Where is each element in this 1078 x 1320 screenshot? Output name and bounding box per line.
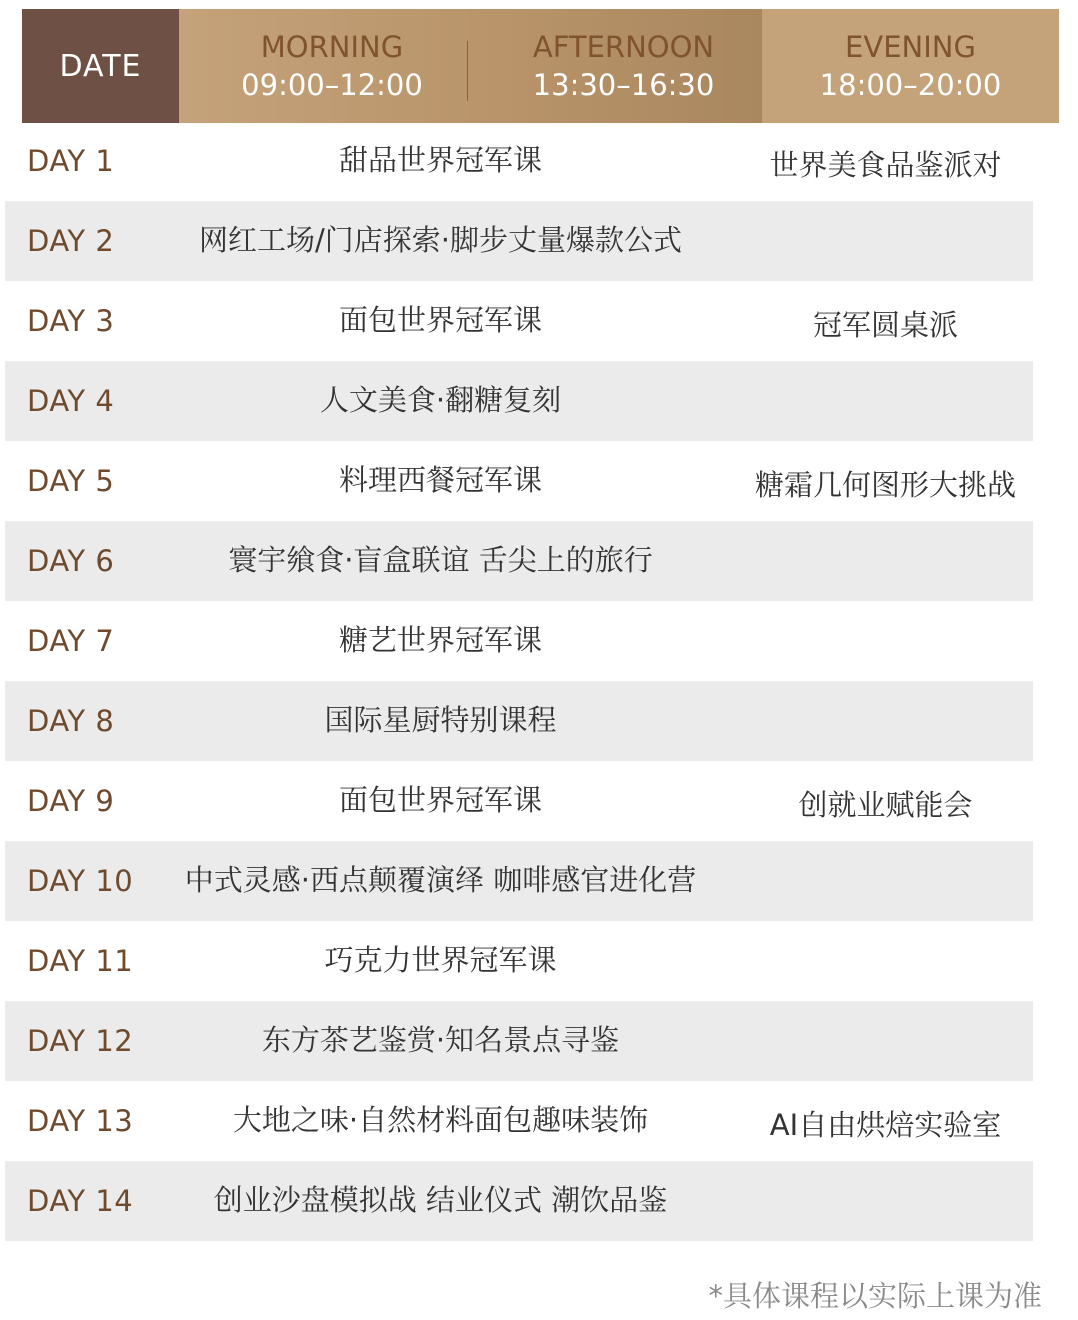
header-evening-band xyxy=(762,9,1059,123)
table-row xyxy=(5,521,1033,601)
daytime-activity: 大地之味·自然材料面包趣味装饰 xyxy=(232,1103,649,1137)
day-label: DAY 2 xyxy=(27,224,115,258)
day-label: DAY 13 xyxy=(27,1104,134,1138)
header-morning xyxy=(179,9,485,123)
table-row xyxy=(5,921,1033,1001)
evening-activity: 冠军圆桌派 xyxy=(812,308,958,342)
day-label: DAY 5 xyxy=(27,464,115,498)
evening-activity xyxy=(738,845,1033,925)
table-row xyxy=(5,121,1033,201)
header-morning-time: 09:00–12:00 xyxy=(241,68,423,102)
day-label: DAY 10 xyxy=(27,864,134,898)
evening-activity xyxy=(738,1005,1033,1085)
table-row xyxy=(5,601,1033,681)
daytime-activity: 国际星厨特别课程 xyxy=(324,703,557,737)
table-row xyxy=(5,281,1033,361)
daytime-activity: 东方茶艺鉴赏·知名景点寻鉴 xyxy=(261,1023,620,1057)
daytime-activity: 创业沙盘模拟战 结业仪式 潮饮品鉴 xyxy=(213,1183,668,1217)
table-row xyxy=(5,1001,1033,1081)
day-label: DAY 9 xyxy=(27,784,115,818)
evening-activity xyxy=(738,525,1033,605)
evening-activity: 糖霜几何图形大挑战 xyxy=(754,468,1016,502)
evening-activity xyxy=(738,365,1033,445)
daytime-activity: 中式灵感·西点颠覆演绎 咖啡感官进化营 xyxy=(184,863,697,897)
day-label: DAY 14 xyxy=(27,1184,134,1218)
header-afternoon xyxy=(485,9,762,123)
table-row xyxy=(5,1081,1033,1161)
daytime-activity: 寰宇飨食·盲盒联谊 舌尖上的旅行 xyxy=(228,543,653,577)
day-label: DAY 3 xyxy=(27,304,115,338)
table-row xyxy=(5,761,1033,841)
day-label: DAY 8 xyxy=(27,704,115,738)
header-evening-label: EVENING xyxy=(845,30,976,64)
evening-activity xyxy=(738,925,1033,1005)
table-row xyxy=(5,201,1033,281)
daytime-activity: 面包世界冠军课 xyxy=(338,303,542,337)
evening-activity: 创就业赋能会 xyxy=(798,788,973,822)
evening-activity xyxy=(738,205,1033,285)
header-evening-time: 18:00–20:00 xyxy=(819,68,1002,102)
day-label: DAY 4 xyxy=(27,384,115,418)
schedule-rows xyxy=(5,121,1033,1241)
daytime-activity: 料理西餐冠军课 xyxy=(338,463,542,497)
daytime-activity: 网红工场/门店探索·脚步丈量爆款公式 xyxy=(199,223,682,257)
table-row xyxy=(5,361,1033,441)
evening-activity xyxy=(738,1165,1033,1245)
day-label: DAY 11 xyxy=(27,944,134,978)
evening-activity: 世界美食品鉴派对 xyxy=(769,148,1002,182)
table-row xyxy=(5,441,1033,521)
schedule-table xyxy=(22,9,1059,123)
day-label: DAY 7 xyxy=(27,624,115,658)
evening-activity xyxy=(738,605,1033,685)
day-label: DAY 1 xyxy=(27,144,115,178)
header-morning-label: MORNING xyxy=(260,30,404,64)
table-row xyxy=(5,841,1033,921)
daytime-activity: 甜品世界冠军课 xyxy=(338,143,542,177)
header-evening xyxy=(762,9,1059,123)
table-row xyxy=(5,681,1033,761)
header-afternoon-time: 13:30–16:30 xyxy=(532,68,715,102)
daytime-activity: 人文美食·翻糖复刻 xyxy=(319,383,562,417)
footnote: *具体课程以实际上课为准 xyxy=(708,1279,1042,1313)
day-label: DAY 6 xyxy=(27,544,115,578)
table-header xyxy=(22,9,1059,123)
evening-activity: AI自由烘焙实验室 xyxy=(769,1108,1002,1142)
daytime-activity: 糖艺世界冠军课 xyxy=(338,623,542,657)
table-row xyxy=(5,1161,1033,1241)
header-daytime-band xyxy=(179,9,762,123)
daytime-activity: 巧克力世界冠军课 xyxy=(324,943,557,977)
day-label: DAY 12 xyxy=(27,1024,134,1058)
header-date: DATE xyxy=(22,9,179,123)
daytime-activity: 面包世界冠军课 xyxy=(338,783,542,817)
evening-activity xyxy=(738,685,1033,765)
header-afternoon-label: AFTERNOON xyxy=(532,30,715,64)
header-divider xyxy=(467,41,468,101)
